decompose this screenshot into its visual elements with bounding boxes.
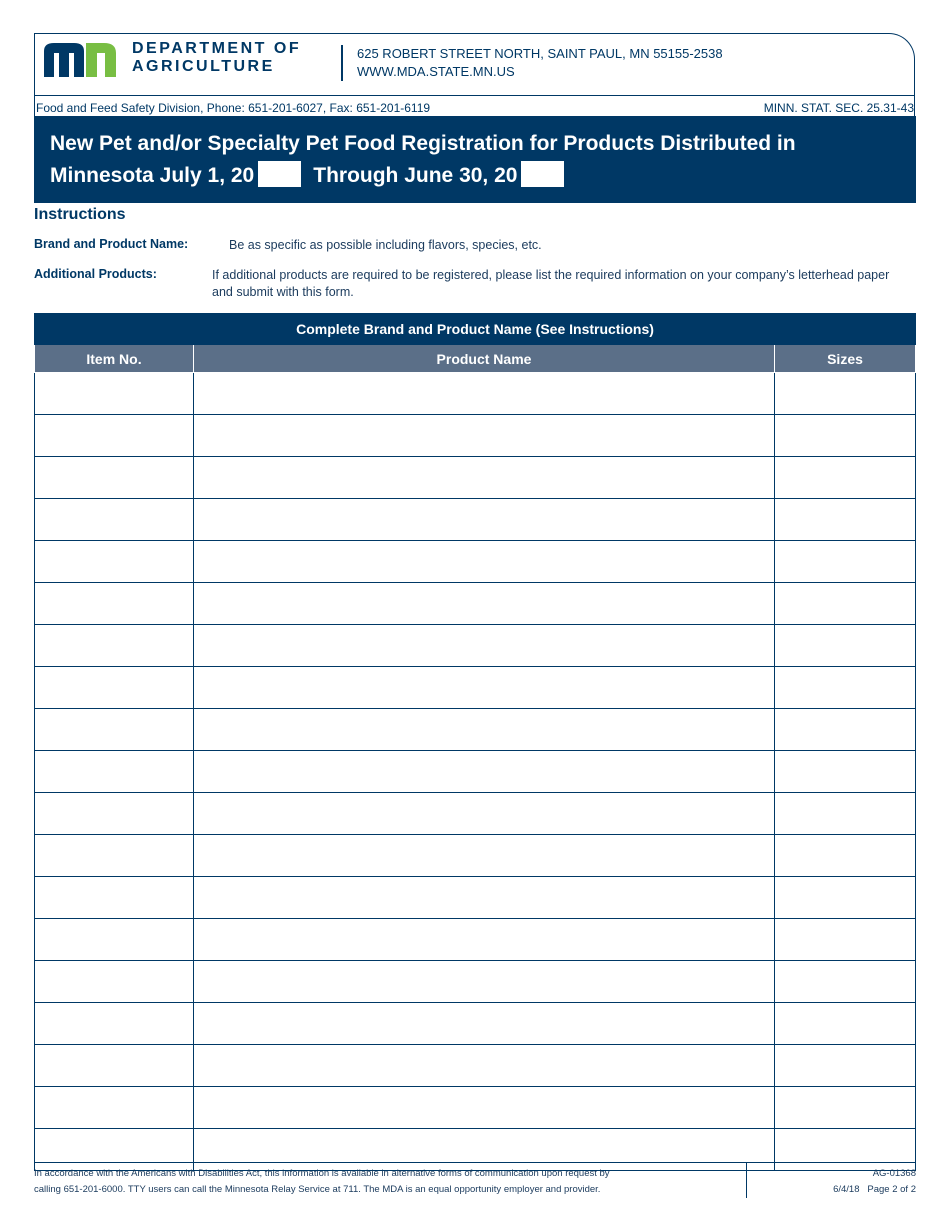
table-row: [35, 751, 916, 793]
column-header-sizes: Sizes: [775, 345, 916, 373]
table-row: [35, 709, 916, 751]
table-row: [35, 835, 916, 877]
dept-line2: AGRICULTURE: [132, 58, 275, 75]
product-name-cell[interactable]: [194, 919, 775, 961]
sizes-cell[interactable]: [775, 1087, 916, 1129]
product-name-cell[interactable]: [194, 877, 775, 919]
product-name-cell[interactable]: [194, 709, 775, 751]
sizes-cell[interactable]: [775, 751, 916, 793]
item-no-cell[interactable]: [35, 751, 194, 793]
sizes-cell[interactable]: [775, 1129, 916, 1171]
footer-separator: [746, 1162, 747, 1198]
table-row: [35, 1003, 916, 1045]
item-no-cell[interactable]: [35, 373, 194, 415]
date-page: 6/4/18 Page 2 of 2: [833, 1184, 916, 1195]
sizes-cell[interactable]: [775, 1003, 916, 1045]
mn-logo-icon: [44, 43, 124, 77]
sizes-cell[interactable]: [775, 625, 916, 667]
form-id: AG-01368: [872, 1168, 916, 1179]
table-row: [35, 919, 916, 961]
table-row: [35, 961, 916, 1003]
instruction-text: Be as specific as possible including flavors, species, etc.: [229, 238, 542, 252]
sizes-cell[interactable]: [775, 835, 916, 877]
product-name-cell[interactable]: [194, 961, 775, 1003]
table-row: [35, 373, 916, 415]
year-end-field[interactable]: [521, 161, 564, 187]
item-no-cell[interactable]: [35, 877, 194, 919]
product-name-cell[interactable]: [194, 457, 775, 499]
divider: [34, 95, 915, 96]
divider: [341, 45, 343, 81]
sizes-cell[interactable]: [775, 709, 916, 751]
column-header-product-name: Product Name: [194, 345, 775, 373]
product-name-cell[interactable]: [194, 1129, 775, 1171]
sizes-cell[interactable]: [775, 415, 916, 457]
table-row: [35, 583, 916, 625]
item-no-cell[interactable]: [35, 1003, 194, 1045]
footer-divider: [34, 1162, 916, 1163]
sizes-cell[interactable]: [775, 961, 916, 1003]
table-row: [35, 1129, 916, 1171]
address: 625 ROBERT STREET NORTH, SAINT PAUL, MN 55155-2538: [357, 46, 723, 61]
sizes-cell[interactable]: [775, 373, 916, 415]
sizes-cell[interactable]: [775, 667, 916, 709]
title-end-date: Through June 30, 20: [313, 164, 518, 187]
product-name-cell[interactable]: [194, 583, 775, 625]
item-no-cell[interactable]: [35, 1129, 194, 1171]
table-row: [35, 457, 916, 499]
instructions-heading: Instructions: [34, 206, 126, 223]
ada-line1: In accordance with the Americans with Disabilities Act, this information is available in alternative forms of communication upon request by: [34, 1168, 610, 1179]
product-name-cell[interactable]: [194, 1045, 775, 1087]
table-row: [35, 415, 916, 457]
product-name-cell[interactable]: [194, 1003, 775, 1045]
title-line2: [50, 160, 916, 192]
sizes-cell[interactable]: [775, 457, 916, 499]
product-name-cell[interactable]: [194, 667, 775, 709]
product-name-cell[interactable]: [194, 751, 775, 793]
statute: MINN. STAT. SEC. 25.31-43: [763, 101, 914, 115]
table-row: [35, 793, 916, 835]
website-link[interactable]: WWW.MDA.STATE.MN.US: [357, 64, 515, 79]
item-no-cell[interactable]: [35, 709, 194, 751]
table-row: [35, 667, 916, 709]
division-info: Food and Feed Safety Division, Phone: 651-201-6027, Fax: 651-201-6119: [36, 101, 431, 115]
product-name-cell[interactable]: [194, 625, 775, 667]
form-info: [833, 1166, 916, 1198]
department-name: [132, 40, 301, 76]
instruction-text: If additional products are required to be registered, please list the required information on your company’s letterhead paper and submit with this form.: [212, 268, 890, 299]
table-row: [35, 1087, 916, 1129]
table-title: Complete Brand and Product Name (See Instructions): [35, 314, 916, 345]
item-no-cell[interactable]: [35, 919, 194, 961]
item-no-cell[interactable]: [35, 415, 194, 457]
product-name-cell[interactable]: [194, 499, 775, 541]
item-no-cell[interactable]: [35, 1045, 194, 1087]
column-header-item-no: Item No.: [35, 345, 194, 373]
table-row: [35, 877, 916, 919]
sizes-cell[interactable]: [775, 1045, 916, 1087]
item-no-cell[interactable]: [35, 625, 194, 667]
dept-line1: DEPARTMENT OF: [132, 40, 302, 57]
product-name-cell[interactable]: [194, 541, 775, 583]
table-row: [35, 625, 916, 667]
product-name-cell[interactable]: [194, 1087, 775, 1129]
item-no-cell[interactable]: [35, 457, 194, 499]
item-no-cell[interactable]: [35, 835, 194, 877]
title-start-date: Minnesota July 1, 20: [50, 164, 255, 187]
item-no-cell[interactable]: [35, 1087, 194, 1129]
product-table: [34, 313, 916, 1171]
table-row: [35, 1045, 916, 1087]
instruction-label: Additional Products:: [34, 267, 157, 281]
sizes-cell[interactable]: [775, 499, 916, 541]
product-name-cell[interactable]: [194, 415, 775, 457]
ada-notice: [34, 1166, 610, 1198]
sizes-cell[interactable]: [775, 541, 916, 583]
product-name-cell[interactable]: [194, 793, 775, 835]
item-no-cell[interactable]: [35, 961, 194, 1003]
title-line1: New Pet and/or Specialty Pet Food Registration for Products Distributed in: [50, 132, 796, 155]
sizes-cell[interactable]: [775, 877, 916, 919]
sizes-cell[interactable]: [775, 583, 916, 625]
item-no-cell[interactable]: [35, 499, 194, 541]
table-row: [35, 541, 916, 583]
item-no-cell[interactable]: [35, 793, 194, 835]
product-name-cell[interactable]: [194, 373, 775, 415]
sizes-cell[interactable]: [775, 919, 916, 961]
product-name-cell[interactable]: [194, 835, 775, 877]
item-no-cell[interactable]: [35, 667, 194, 709]
sizes-cell[interactable]: [775, 793, 916, 835]
item-no-cell[interactable]: [35, 583, 194, 625]
title-band: [34, 116, 916, 203]
ada-line2: calling 651-201-6000. TTY users can call the Minnesota Relay Service at 711. The MDA is an equal opportunity employer and provider.: [34, 1184, 601, 1195]
year-start-field[interactable]: [258, 161, 301, 187]
address-block: [357, 45, 723, 81]
table-row: [35, 499, 916, 541]
instruction-label: Brand and Product Name:: [34, 237, 189, 251]
item-no-cell[interactable]: [35, 541, 194, 583]
